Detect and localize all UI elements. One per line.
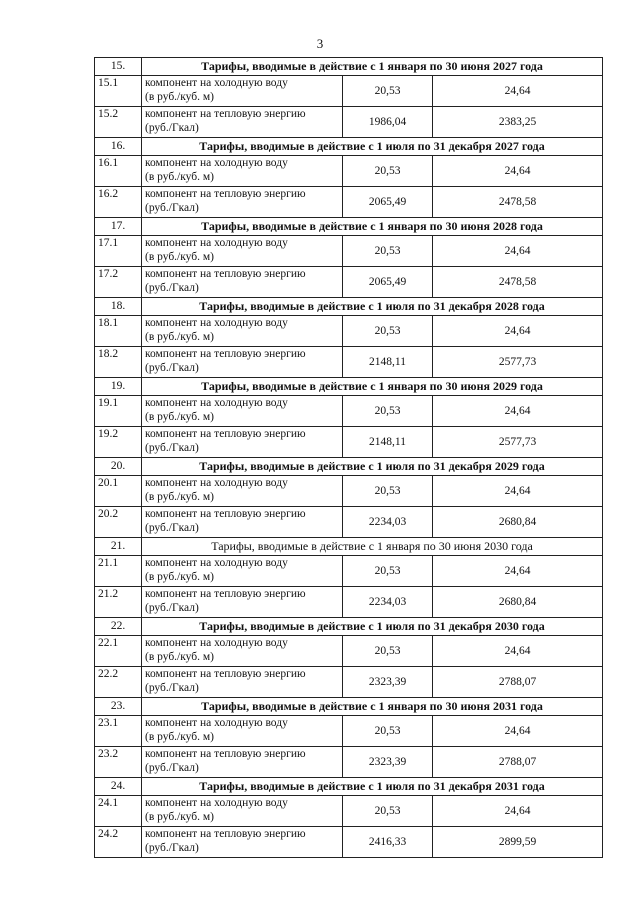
- page-number: 3: [316, 36, 324, 51]
- component-name-line1: компонент на холодную воду: [145, 717, 288, 729]
- component-name: [142, 796, 343, 827]
- component-name: [142, 636, 343, 667]
- period-title: Тарифы, вводимые в действие с 1 января по 30 июня 2028 года: [142, 218, 603, 236]
- tariff-value-2: 2899,59: [433, 827, 603, 858]
- component-name-line1: компонент на тепловую энергию: [145, 588, 306, 600]
- component-name-line2: (руб./Гкал): [145, 842, 199, 854]
- tariff-value-2: 2680,84: [433, 507, 603, 538]
- item-number: 21.2: [95, 587, 142, 618]
- item-number: 22.1: [95, 636, 142, 667]
- item-number: 15.2: [95, 107, 142, 138]
- section-number: 15.: [95, 58, 142, 76]
- component-name: [142, 347, 343, 378]
- tariff-row: [95, 76, 603, 107]
- tariff-value-1: 2065,49: [343, 187, 433, 218]
- section-number: 20.: [95, 458, 142, 476]
- item-number: 20.2: [95, 507, 142, 538]
- period-header-row: [95, 58, 603, 76]
- component-name-line2: (в руб./куб. м): [145, 811, 214, 823]
- tariff-value-1: 2234,03: [343, 587, 433, 618]
- item-number: 17.1: [95, 236, 142, 267]
- item-number: 18.2: [95, 347, 142, 378]
- tariff-row: [95, 587, 603, 618]
- component-name-line1: компонент на холодную воду: [145, 237, 288, 249]
- component-name-line2: (руб./Гкал): [145, 682, 199, 694]
- section-number: 22.: [95, 618, 142, 636]
- item-number: 20.1: [95, 476, 142, 507]
- tariff-value-2: 24,64: [433, 636, 603, 667]
- period-title: Тарифы, вводимые в действие с 1 января по 30 июня 2027 года: [142, 58, 603, 76]
- tariff-value-2: 2680,84: [433, 587, 603, 618]
- tariff-row: [95, 667, 603, 698]
- period-header-row: [95, 538, 603, 556]
- tariff-value-2: 2478,58: [433, 267, 603, 298]
- tariff-row: [95, 796, 603, 827]
- tariff-value-1: 20,53: [343, 716, 433, 747]
- component-name-line1: компонент на тепловую энергию: [145, 508, 306, 520]
- tariff-value-2: 24,64: [433, 476, 603, 507]
- tariff-row: [95, 827, 603, 858]
- period-title: Тарифы, вводимые в действие с 1 января по 30 июня 2029 года: [142, 378, 603, 396]
- tariff-value-2: 24,64: [433, 156, 603, 187]
- component-name-line2: (руб./Гкал): [145, 602, 199, 614]
- tariff-value-1: 20,53: [343, 316, 433, 347]
- component-name-line1: компонент на холодную воду: [145, 557, 288, 569]
- tariff-row: [95, 267, 603, 298]
- item-number: 19.1: [95, 396, 142, 427]
- tariff-value-2: 24,64: [433, 76, 603, 107]
- component-name-line2: (в руб./куб. м): [145, 251, 214, 263]
- item-number: 21.1: [95, 556, 142, 587]
- component-name: [142, 187, 343, 218]
- tariff-value-2: 24,64: [433, 716, 603, 747]
- component-name-line1: компонент на холодную воду: [145, 397, 288, 409]
- component-name-line1: компонент на холодную воду: [145, 317, 288, 329]
- tariff-row: [95, 347, 603, 378]
- tariff-value-1: 20,53: [343, 476, 433, 507]
- section-number: 19.: [95, 378, 142, 396]
- item-number: 16.1: [95, 156, 142, 187]
- item-number: 18.1: [95, 316, 142, 347]
- tariff-value-2: 2788,07: [433, 667, 603, 698]
- component-name-line1: компонент на тепловую энергию: [145, 428, 306, 440]
- component-name: [142, 396, 343, 427]
- component-name-line1: компонент на холодную воду: [145, 157, 288, 169]
- component-name-line1: компонент на холодную воду: [145, 637, 288, 649]
- component-name: [142, 427, 343, 458]
- component-name: [142, 716, 343, 747]
- tariff-row: [95, 107, 603, 138]
- component-name: [142, 667, 343, 698]
- section-number: 21.: [95, 538, 142, 556]
- tariff-value-1: 20,53: [343, 396, 433, 427]
- tariff-value-2: 24,64: [433, 316, 603, 347]
- period-title: Тарифы, вводимые в действие с 1 июля по 31 декабря 2030 года: [142, 618, 603, 636]
- component-name-line1: компонент на тепловую энергию: [145, 108, 306, 120]
- tariff-value-1: 2148,11: [343, 427, 433, 458]
- component-name: [142, 507, 343, 538]
- section-number: 23.: [95, 698, 142, 716]
- component-name-line2: (в руб./куб. м): [145, 571, 214, 583]
- component-name-line2: (руб./Гкал): [145, 442, 199, 454]
- tariff-value-1: 20,53: [343, 636, 433, 667]
- tariff-value-1: 2416,33: [343, 827, 433, 858]
- item-number: 23.1: [95, 716, 142, 747]
- tariff-table: [94, 57, 603, 858]
- component-name-line1: компонент на тепловую энергию: [145, 748, 306, 760]
- tariff-table-body: [95, 58, 603, 858]
- component-name: [142, 236, 343, 267]
- item-number: 15.1: [95, 76, 142, 107]
- component-name: [142, 747, 343, 778]
- component-name-line2: (руб./Гкал): [145, 122, 199, 134]
- period-header-row: [95, 378, 603, 396]
- period-title: Тарифы, вводимые в действие с 1 июля по 31 декабря 2031 года: [142, 778, 603, 796]
- component-name-line2: (руб./Гкал): [145, 202, 199, 214]
- tariff-row: [95, 236, 603, 267]
- tariff-value-1: 2065,49: [343, 267, 433, 298]
- tariff-row: [95, 396, 603, 427]
- component-name-line2: (в руб./куб. м): [145, 171, 214, 183]
- component-name-line2: (в руб./куб. м): [145, 651, 214, 663]
- period-header-row: [95, 618, 603, 636]
- item-number: 17.2: [95, 267, 142, 298]
- component-name-line2: (руб./Гкал): [145, 282, 199, 294]
- period-header-row: [95, 778, 603, 796]
- tariff-value-2: 24,64: [433, 396, 603, 427]
- tariff-value-2: 2383,25: [433, 107, 603, 138]
- component-name-line2: (руб./Гкал): [145, 762, 199, 774]
- component-name-line1: компонент на холодную воду: [145, 477, 288, 489]
- component-name-line1: компонент на тепловую энергию: [145, 668, 306, 680]
- tariff-value-1: 20,53: [343, 76, 433, 107]
- component-name-line1: компонент на тепловую энергию: [145, 828, 306, 840]
- component-name: [142, 587, 343, 618]
- tariff-value-1: 2323,39: [343, 667, 433, 698]
- tariff-row: [95, 427, 603, 458]
- component-name-line1: компонент на холодную воду: [145, 797, 288, 809]
- tariff-row: [95, 747, 603, 778]
- component-name: [142, 827, 343, 858]
- tariff-value-1: 20,53: [343, 796, 433, 827]
- item-number: 24.1: [95, 796, 142, 827]
- item-number: 22.2: [95, 667, 142, 698]
- period-title: Тарифы, вводимые в действие с 1 января по 30 июня 2030 года: [142, 538, 603, 556]
- tariff-value-2: 24,64: [433, 796, 603, 827]
- item-number: 16.2: [95, 187, 142, 218]
- component-name: [142, 267, 343, 298]
- tariff-value-1: 20,53: [343, 556, 433, 587]
- section-number: 16.: [95, 138, 142, 156]
- tariff-value-1: 2148,11: [343, 347, 433, 378]
- tariff-value-2: 2478,58: [433, 187, 603, 218]
- tariff-value-1: 2234,03: [343, 507, 433, 538]
- tariff-row: [95, 507, 603, 538]
- period-header-row: [95, 458, 603, 476]
- tariff-value-2: 2577,73: [433, 427, 603, 458]
- component-name-line2: (в руб./куб. м): [145, 411, 214, 423]
- tariff-row: [95, 636, 603, 667]
- section-number: 17.: [95, 218, 142, 236]
- item-number: 23.2: [95, 747, 142, 778]
- period-header-row: [95, 218, 603, 236]
- tariff-value-1: 1986,04: [343, 107, 433, 138]
- period-title: Тарифы, вводимые в действие с 1 июля по 31 декабря 2028 года: [142, 298, 603, 316]
- tariff-value-2: 2577,73: [433, 347, 603, 378]
- component-name: [142, 316, 343, 347]
- component-name-line1: компонент на холодную воду: [145, 77, 288, 89]
- tariff-row: [95, 556, 603, 587]
- period-title: Тарифы, вводимые в действие с 1 июля по 31 декабря 2029 года: [142, 458, 603, 476]
- tariff-row: [95, 716, 603, 747]
- period-title: Тарифы, вводимые в действие с 1 июля по 31 декабря 2027 года: [142, 138, 603, 156]
- component-name: [142, 156, 343, 187]
- tariff-value-2: 24,64: [433, 236, 603, 267]
- tariff-row: [95, 187, 603, 218]
- component-name-line2: (руб./Гкал): [145, 522, 199, 534]
- tariff-row: [95, 316, 603, 347]
- tariff-row: [95, 476, 603, 507]
- tariff-value-1: 2323,39: [343, 747, 433, 778]
- component-name-line2: (в руб./куб. м): [145, 491, 214, 503]
- tariff-value-2: 2788,07: [433, 747, 603, 778]
- tariff-value-1: 20,53: [343, 236, 433, 267]
- period-title: Тарифы, вводимые в действие с 1 января по 30 июня 2031 года: [142, 698, 603, 716]
- component-name-line1: компонент на тепловую энергию: [145, 268, 306, 280]
- period-header-row: [95, 698, 603, 716]
- tariff-value-2: 24,64: [433, 556, 603, 587]
- period-header-row: [95, 138, 603, 156]
- component-name: [142, 556, 343, 587]
- component-name-line2: (в руб./куб. м): [145, 91, 214, 103]
- component-name: [142, 107, 343, 138]
- component-name: [142, 76, 343, 107]
- section-number: 18.: [95, 298, 142, 316]
- component-name-line1: компонент на тепловую энергию: [145, 188, 306, 200]
- section-number: 24.: [95, 778, 142, 796]
- component-name-line2: (в руб./куб. м): [145, 331, 214, 343]
- tariff-row: [95, 156, 603, 187]
- component-name-line2: (руб./Гкал): [145, 362, 199, 374]
- item-number: 19.2: [95, 427, 142, 458]
- tariff-value-1: 20,53: [343, 156, 433, 187]
- period-header-row: [95, 298, 603, 316]
- component-name-line2: (в руб./куб. м): [145, 731, 214, 743]
- item-number: 24.2: [95, 827, 142, 858]
- component-name-line1: компонент на тепловую энергию: [145, 348, 306, 360]
- component-name: [142, 476, 343, 507]
